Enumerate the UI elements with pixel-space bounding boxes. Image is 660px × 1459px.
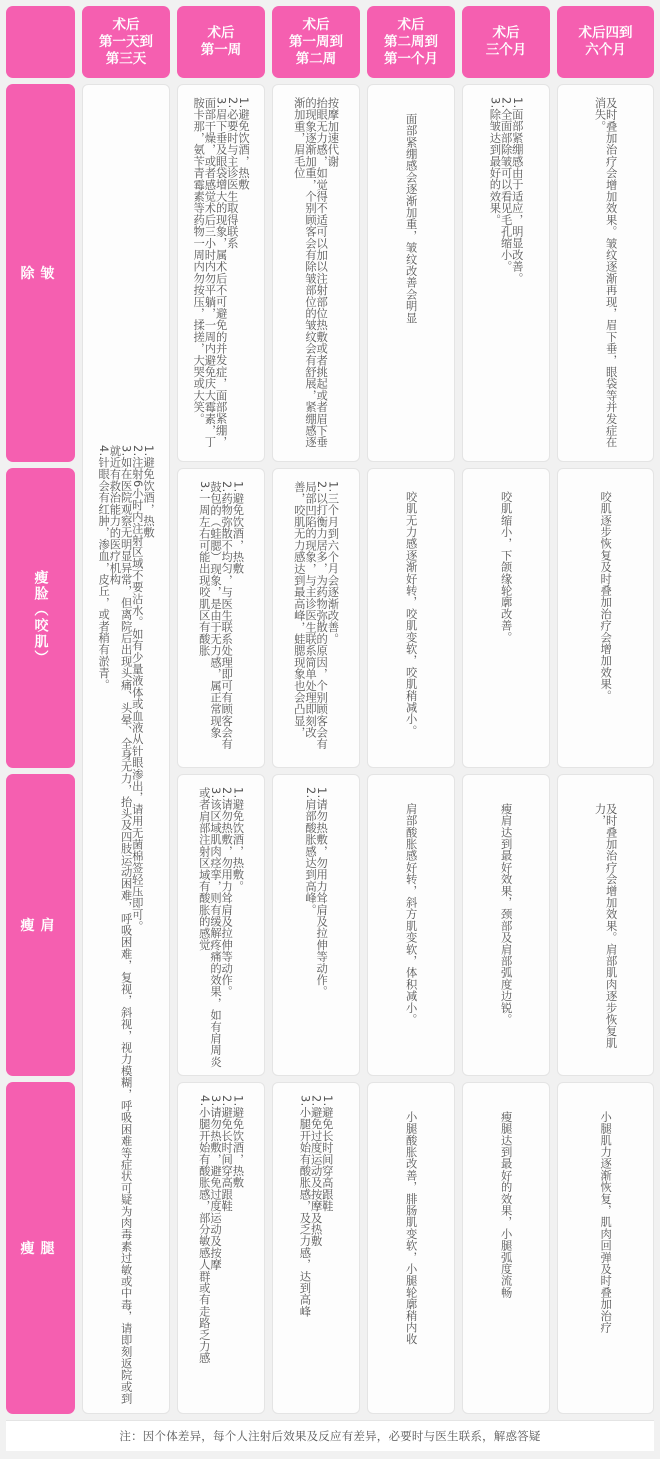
cell-shoulder-week1	[177, 774, 265, 1076]
cell-leg-week1	[177, 1082, 265, 1414]
cell-line: 1.避免长时间穿高跟鞋	[320, 1095, 334, 1212]
cell-leg-week1-2	[272, 1082, 360, 1414]
col-header-week1-2: 术后 第一周到 第二周	[272, 6, 360, 78]
cell-wrinkle-month3	[462, 84, 550, 462]
cell-line: 2.避免过度运动及按摩及热敷	[309, 1095, 323, 1247]
cell-line: 2.注射6小时内注射区域不要沾水。如有少量液体或血液从针眼渗出，请用无菌棉签轻压即可。	[130, 445, 144, 933]
cell-line: 瘦肩达到最好效果，颈部及肩部弧度边锐。	[499, 803, 513, 1026]
cell-line: 咬肌逐步恢复及时叠加治疗会增加效果。	[599, 491, 613, 702]
cell-line: 1.面部紧绷感由于适应，明显改善。	[510, 97, 524, 285]
cell-line: 1.请勿热敷，勿用力耸肩及拉伸等动作。	[315, 787, 329, 998]
cell-line: 按摩加速代谢	[326, 97, 340, 168]
cell-leg-month3	[462, 1082, 550, 1414]
cell-shoulder-month3	[462, 774, 550, 1076]
cell-day1-3-all	[82, 84, 170, 1414]
cell-line: 3.除皱达到最好的效果。	[488, 97, 502, 226]
cell-line: 瘦腿达到最好的效果，小腿弧度流畅	[499, 1111, 513, 1299]
row-header-leg	[6, 1082, 75, 1414]
cell-line: 2.请勿热敷，勿用力耸肩及拉伸等动作。	[220, 787, 234, 998]
cell-line: 咬肌缩小，下颌缘轮廓改善。	[499, 491, 513, 644]
cell-wrinkle-week2-month1	[367, 84, 455, 462]
cell-line: 4.小腿开始有酸胀感，部分敏感人群或有走路乏力感	[197, 1095, 211, 1364]
cell-line: 1.避免饮酒，热敷	[231, 481, 245, 575]
cell-line: 2.药物弥散不均匀，与医生联系处理即可有顾客会有鼓包的（蛙腮）现象，是由于无力感，属正常现象	[209, 481, 234, 750]
cell-line: 咬肌无力感逐渐好转，咬肌变软，咬肌稍减小。	[404, 491, 418, 737]
col-header-month3: 术后 三个月	[462, 6, 550, 78]
cell-line: 1.避免饮酒，热敷	[237, 97, 250, 191]
cell-shoulder-week1-2	[272, 774, 360, 1076]
cell-line: 2.必要时与主诊医生取得联系	[225, 97, 239, 249]
cell-line: 1.避免饮酒，热敷	[142, 445, 155, 539]
cell-leg-week2-month1	[367, 1082, 455, 1414]
row-header-wrinkle	[6, 84, 75, 462]
cell-day1-3-text	[92, 85, 160, 1413]
footnote: 注：因个体差异，每个人注射后效果及反应有差异，必要时与医生联系，解惑答疑	[6, 1420, 654, 1451]
cell-line: 3.小腿开始有酸胀感，及乏力感，达到高峰	[298, 1095, 312, 1318]
cell-face-week1	[177, 468, 265, 768]
cell-line: 2.全面部除皱可以看见毛孔缩小。	[499, 97, 513, 273]
row-header-leg-label: 瘦腿	[20, 1241, 61, 1257]
cell-line: 2.肩部酸胀感达到高峰。	[304, 787, 317, 916]
cell-line: 4.针眼会有红肿，渗血，皮丘，或者稍有淤青。	[97, 445, 111, 691]
cell-line: 1.三个月到六个月会逐渐改善。	[326, 481, 340, 645]
col-header-week2-month1: 术后 第二周到 第一个月	[367, 6, 455, 78]
table-corner	[6, 6, 75, 78]
cell-line: 及时叠加治疗会增加效果。皱纹逐渐再现，眉下垂，眼袋等并发症在消失。	[593, 97, 618, 448]
col-header-week1: 术后 第一周	[177, 6, 265, 78]
cell-face-week2-month1	[367, 468, 455, 768]
cell-line: 1.避免饮酒，热敷。	[231, 787, 245, 893]
cell-line: 肩部酸胀感好转，斜方肌变软，体积减小。	[404, 803, 418, 1026]
cell-line: 3.眉下垂及眼袋增大的现象，属术后不可避免的并发症，面部紧绷，面部干燥，或者感觉术后三小时内勿平躺，一周内避免庆大霉素，丁胺卡那，氨苄青霉素等药物一周内勿按压，揉搓，大哭或大笑。	[192, 97, 228, 448]
col-header-month4-6: 术后四到 六个月	[557, 6, 654, 78]
cell-leg-month4-6	[557, 1082, 654, 1414]
cell-shoulder-week2-month1	[367, 774, 455, 1076]
cell-line: 2.避免长时间穿高跟鞋	[220, 1095, 234, 1212]
col-header-day1-3: 术后 第一天到 第三天	[82, 6, 170, 78]
row-header-shoulder-label: 瘦肩	[20, 918, 61, 934]
row-header-wrinkle-label: 除皱	[20, 266, 61, 282]
cell-line: 面部紧绷感会逐渐加重，皱纹改善会明显	[404, 113, 418, 324]
cell-line: 小腿酸胀改善，腓肠肌变软，小腿轮廓稍内收	[404, 1111, 418, 1345]
cell-face-month3	[462, 468, 550, 768]
row-header-face	[6, 468, 75, 768]
cell-line: 1.避免饮酒，热敷	[231, 1095, 245, 1189]
cell-line: 小腿肌力逐渐恢复，肌肉回弹及时叠加治疗	[599, 1111, 613, 1334]
cell-face-month4-6	[557, 468, 654, 768]
cell-shoulder-month4-6	[557, 774, 654, 1076]
cell-line: 3.一周左右可能出现咬肌区有酸胀	[197, 481, 211, 657]
cell-line: 及时叠加治疗会增加效果。肩部肌肉逐步恢复肌力，	[593, 803, 618, 1049]
cell-line: 3.请勿热敷，避免过度运动及按摩	[209, 1095, 222, 1271]
cell-wrinkle-month4-6	[557, 84, 654, 462]
cell-face-week1-2	[272, 468, 360, 768]
row-header-face-label: 瘦脸（咬肌）	[32, 570, 49, 666]
cell-wrinkle-week1-2	[272, 84, 360, 462]
cell-line: 3.该区域肌肉痉挛，则有缓解疼痛的效果，如有肩周炎或者肩部注射区域有酸胀的感觉	[197, 787, 222, 1068]
cell-line: 抬眼无力感，如觉得不适可以加以注射部位热敷或者挑起或者眉下垂的现象逐渐加重，个别顾客会有除皱部位的皱纹会有舒展，紧绷感逐渐加重，眉毛位	[292, 97, 329, 448]
cell-line: 2.以打衡力居多，为药物弥散的原因，个别顾客会有局部凹陷的现象，与主诊医生联系简单处理即刻改善，咬肌无力感达到最高峰，蛙腮现象也会凸显，	[292, 481, 329, 750]
cell-wrinkle-week1	[177, 84, 265, 462]
cell-line: 3.如在医院观察无明显异常，但离院后出现头痛、头晕、全身无力，抬头及四肢运动困难，呼吸困难，复视，斜视，视力模糊，呼吸困难等症状可疑为肉毒素过敏或中毒，请即刻返院或到就近有救治能力的医疗机构	[108, 445, 133, 1405]
row-header-shoulder	[6, 774, 75, 1076]
